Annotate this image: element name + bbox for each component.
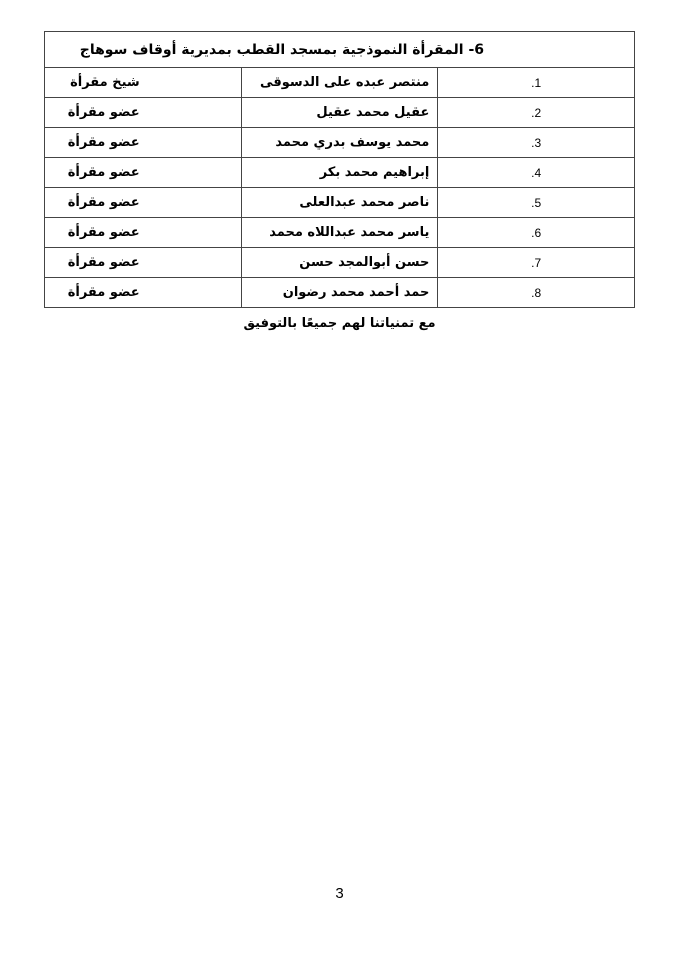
- table-row: [45, 278, 635, 308]
- closing-note: مع تمنياتنا لهم جميعًا بالتوفيق: [243, 316, 436, 331]
- member-role: عضو مقرأة: [45, 278, 242, 308]
- member-role: عضو مقرأة: [45, 188, 242, 218]
- member-role: شيخ مقرأة: [45, 68, 242, 98]
- member-role: عضو مقرأة: [45, 218, 242, 248]
- member-name: ياسر محمد عبداللاه محمد: [241, 218, 438, 248]
- row-number: 6.: [438, 218, 635, 248]
- member-name: منتصر عبده على الدسوقى: [241, 68, 438, 98]
- member-role: عضو مقرأة: [45, 248, 242, 278]
- member-role: عضو مقرأة: [45, 128, 242, 158]
- row-number: 2.: [438, 98, 635, 128]
- member-name: محمد يوسف بدري محمد: [241, 128, 438, 158]
- row-number: 1.: [438, 68, 635, 98]
- member-name: عقيل محمد عقيل: [241, 98, 438, 128]
- table-title-row: [45, 32, 635, 68]
- table-row: [45, 218, 635, 248]
- member-name: إبراهيم محمد بكر: [241, 158, 438, 188]
- member-role: عضو مقرأة: [45, 98, 242, 128]
- member-role: عضو مقرأة: [45, 158, 242, 188]
- row-number: 5.: [438, 188, 635, 218]
- row-number: 4.: [438, 158, 635, 188]
- member-name: ناصر محمد عبدالعلى: [241, 188, 438, 218]
- row-number: 3.: [438, 128, 635, 158]
- table-row: [45, 158, 635, 188]
- page-number: 3: [335, 885, 344, 902]
- row-number: 8.: [438, 278, 635, 308]
- table-row: [45, 68, 635, 98]
- table-row: [45, 98, 635, 128]
- table-row: [45, 188, 635, 218]
- table-row: [45, 248, 635, 278]
- section-title: 6- المقرأة النموذجية بمسجد القطب بمديرية أوقاف سوهاج: [45, 32, 635, 68]
- member-name: حسن أبوالمجد حسن: [241, 248, 438, 278]
- table-row: [45, 128, 635, 158]
- members-table: [44, 31, 635, 308]
- member-name: حمد أحمد محمد رضوان: [241, 278, 438, 308]
- row-number: 7.: [438, 248, 635, 278]
